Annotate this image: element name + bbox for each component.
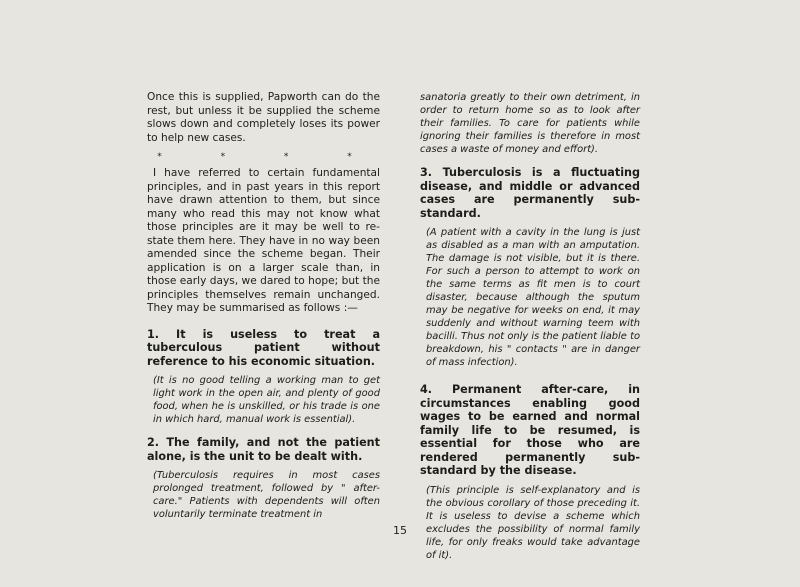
left-column	[147, 91, 380, 525]
intro-paragraph: Once this is supplied, Papworth can do the rest, but unless it be supplied the scheme slows down and completely loses its power to help new cases.	[147, 91, 380, 144]
principle-2-note-continued: sanatoria greatly to their own detriment, in order to return home so as to look after their families. To care for patients while ignoring their families is therefore in most cases a waste of money and effort).	[420, 92, 640, 155]
principle-4-note: (This principle is self-explanatory and is the obvious corollary of those preceding it. It is useless to devise a scheme which excludes the possibility of normal family life, for only freaks would take advantage of it).	[426, 484, 640, 561]
section-separator-stars: * * * *	[157, 152, 380, 162]
principle-1-note: (It is no good telling a working man to get light work in the open air, and plenty of good food, when he is unskilled, or his trade is one in which hard, manual work is essential).	[153, 375, 380, 425]
right-column	[420, 91, 640, 566]
principle-2-heading: 2. The family, and not the patient alone, is the unit to be dealt with.	[147, 436, 380, 463]
principle-1-heading: 1. It is useless to treat a tuberculous patient without reference to his economic situation.	[147, 327, 380, 368]
principle-3-heading: 3. Tuberculosis is a fluctuating disease, and middle or advanced cases are permanently sub-standard.	[420, 166, 640, 220]
principle-2-note-start: (Tuberculosis requires in most cases prolonged treatment, followed by " after-care." Patients with dependents will often voluntarily terminate treatment in	[153, 470, 380, 520]
principle-3-note: (A patient with a cavity in the lung is just as disabled as a man with an amputation. The damage is not visible, but it is there. For such a person to attempt to work on the same terms as fit men is to court disaster, because although the sputum may be negative for weeks on end, it may suddenly and without warning teem with bacilli. Thus not only is the patient liable to breakdown, his " contacts " are in danger of mass infection).	[426, 227, 640, 368]
principle-4-heading: 4. Permanent after-care, in circumstances enabling good wages to be earned and normal family life to be resumed, is essential for those who are rendered permanently sub-standard by the disease.	[420, 383, 640, 477]
principles-intro-paragraph: I have referred to certain fundamental principles, and in past years in this report have drawn attention to them, but since many who read this may not know what those principles are it may be well to re-state them here. They have in no way been amended since the scheme began. Their application is on a larger scale than, in those early days, we dared to hope; but the principles themselves remain unchanged. They may be summarised as follows :—	[147, 167, 380, 314]
page-number: 15	[393, 524, 407, 537]
